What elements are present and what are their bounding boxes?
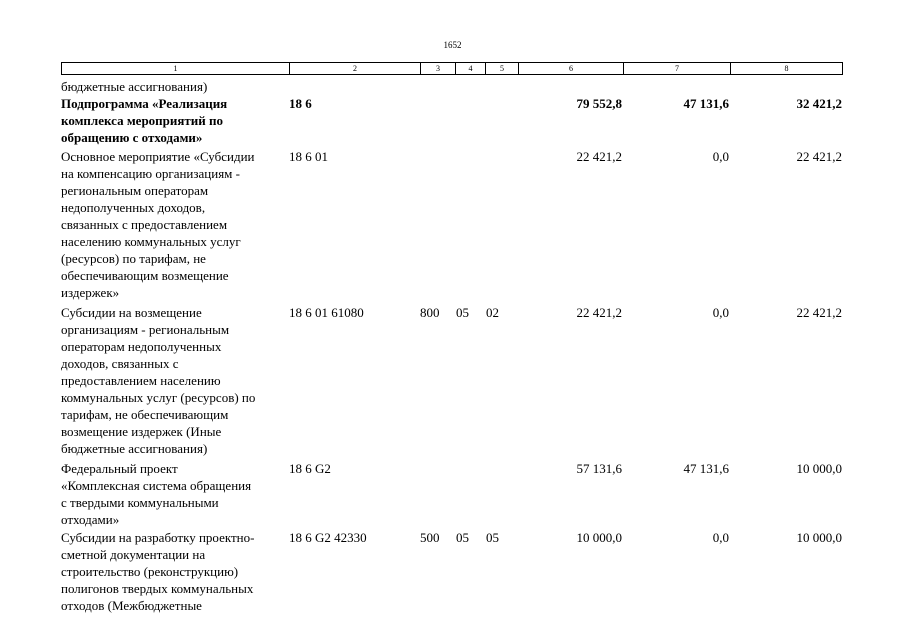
row-name-line: Подпрограмма «Реализация [61, 96, 228, 111]
row-name-line: возмещение издержек (Иные [61, 424, 222, 439]
row-value-col6: 10 000,0 [576, 530, 622, 545]
row-name-line: обеспечивающим возмещение [61, 268, 229, 283]
row-name-line: бюджетные ассигнования) [61, 441, 208, 456]
row-name-line: сметной документации на [61, 547, 206, 562]
row-name [61, 460, 289, 528]
row-name-line: предоставлением населению [61, 373, 221, 388]
row-value-col8: 10 000,0 [796, 530, 842, 545]
row-value-col6: 79 552,8 [576, 96, 622, 111]
row-name-line: отходов (Межбюджетные [61, 598, 202, 613]
row-col4: 05 [456, 530, 469, 545]
row-name-line: доходов, связанных с [61, 356, 179, 371]
table-header-row [61, 62, 843, 75]
row-name-line: строительство (реконструкцию) [61, 564, 239, 579]
row-name-line: полигонов твердых коммунальных [61, 581, 254, 596]
row-name [61, 95, 289, 146]
row-value-col7: 0,0 [712, 149, 729, 164]
header-col-1: 1 [173, 64, 178, 73]
row-code: 18 6 [289, 96, 312, 111]
row-name-line: связанных с предоставлением [61, 217, 228, 232]
row-name-line: издержек» [61, 285, 120, 300]
row-value-col7: 47 131,6 [683, 96, 729, 111]
header-col-6: 6 [518, 63, 623, 74]
row-name-line: на компенсацию организациям - [61, 166, 240, 181]
row-col4: 05 [456, 305, 469, 320]
row-name-line: операторам недополученных [61, 339, 222, 354]
row-code: 18 6 01 [289, 149, 328, 164]
row-value-col7: 0,0 [712, 305, 729, 320]
row-name [61, 304, 289, 457]
row-name-line: организациям - региональным [61, 322, 230, 337]
row-name [61, 148, 289, 301]
row-name-line: (ресурсов) по тарифам, не [61, 251, 206, 266]
row-value-col6: 22 421,2 [576, 149, 622, 164]
row-col5: 05 [486, 530, 499, 545]
row-name-line: «Комплексная система обращения [61, 478, 252, 493]
row-name-line: Субсидии на разработку проектно- [61, 530, 255, 545]
row-name-line: отходами» [61, 512, 120, 527]
row-value-col6: 22 421,2 [576, 305, 622, 320]
row-col5: 02 [486, 305, 499, 320]
row-code: 18 6 G2 [289, 461, 331, 476]
row-name-line: тарифам, не обеспечивающим [61, 407, 229, 422]
row-value-col7: 47 131,6 [683, 461, 729, 476]
header-col-4: 4 [455, 63, 485, 74]
row-value-col8: 22 421,2 [796, 305, 842, 320]
row-name-line: Основное мероприятие «Субсидии [61, 149, 255, 164]
row-name-line: коммунальных услуг (ресурсов) по [61, 390, 256, 405]
row-value-col8: 22 421,2 [796, 149, 842, 164]
row-code: 18 6 G2 42330 [289, 530, 367, 545]
row-name-line: недополученных доходов, [61, 200, 206, 215]
row-value-col6: 57 131,6 [576, 461, 622, 476]
row-col3: 800 [420, 305, 440, 320]
header-col-2: 2 [289, 63, 420, 74]
row-name-line: Субсидии на возмещение [61, 305, 202, 320]
row-value-col8: 32 421,2 [796, 96, 842, 111]
row-name [61, 529, 289, 614]
row-name-line: комплекса мероприятий по [61, 113, 224, 128]
row-col3: 500 [420, 530, 440, 545]
header-col-5: 5 [485, 63, 518, 74]
row-name-line: обращению с отходами» [61, 130, 203, 145]
row-name-line: Федеральный проект [61, 461, 178, 476]
header-col-8: 8 [730, 63, 842, 74]
row-name-line: бюджетные ассигнования) [61, 79, 208, 94]
row-value-col7: 0,0 [712, 530, 729, 545]
row-name-line: региональным операторам [61, 183, 209, 198]
header-col-3: 3 [420, 63, 455, 74]
row-name-line: с твердыми коммунальными [61, 495, 219, 510]
row-name [61, 78, 289, 95]
page-number: 1652 [443, 40, 462, 50]
row-name-line: населению коммунальных услуг [61, 234, 241, 249]
row-code: 18 6 01 61080 [289, 305, 364, 320]
row-value-col8: 10 000,0 [796, 461, 842, 476]
header-col-7: 7 [623, 63, 730, 74]
